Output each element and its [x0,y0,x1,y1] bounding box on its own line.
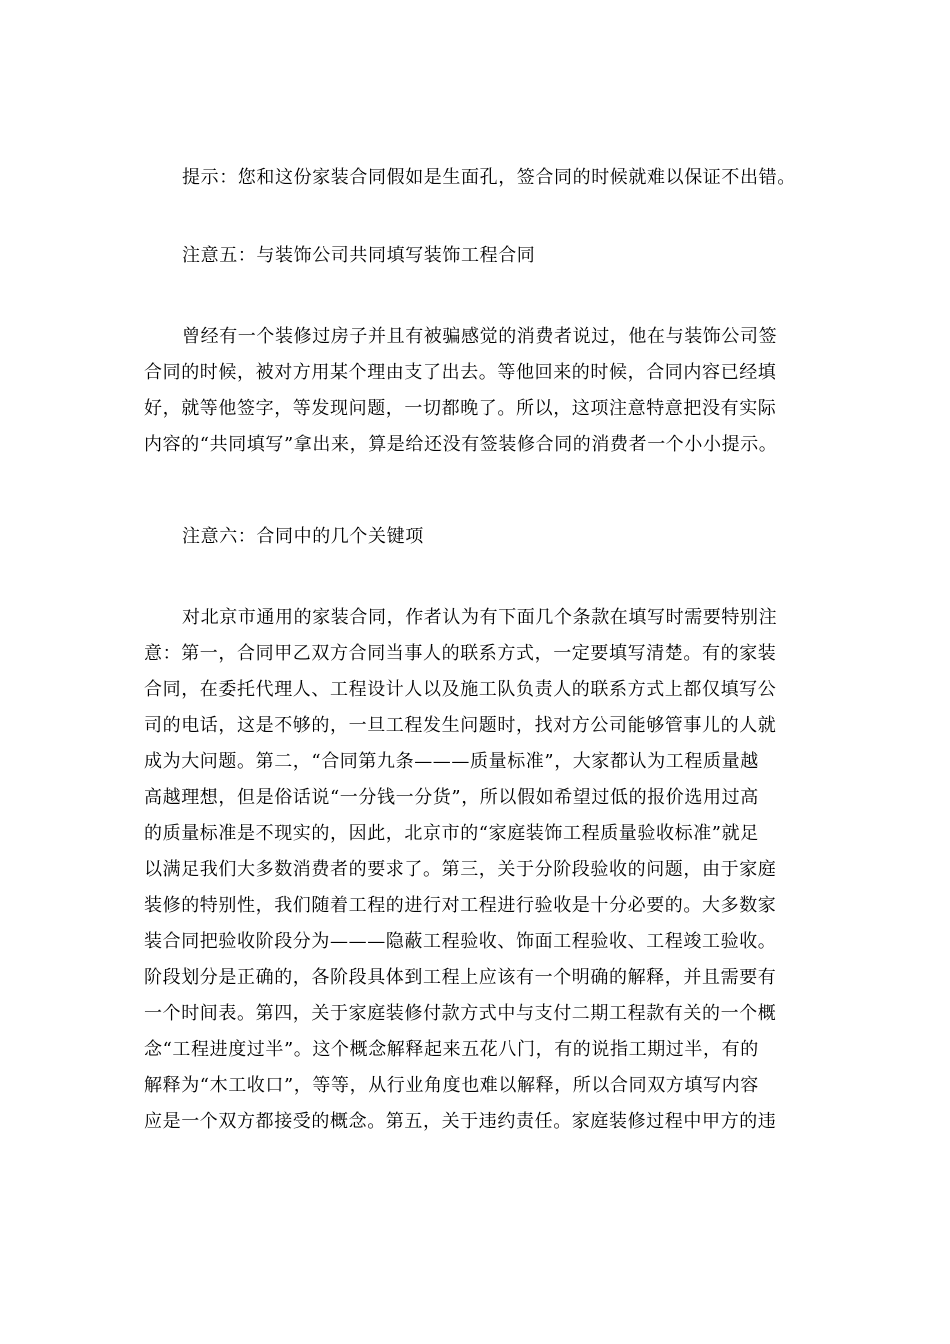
text-line: 成为大问题。第二，“合同第九条———质量标准”，大家都认为工程质量越 [144,751,759,772]
text-line: 对北京市通用的家装合同，作者认为有下面几个条款在填写时需要特别注 [182,607,778,628]
text-line: 司的电话，这是不够的，一旦工程发生问题时，找对方公司能够管事儿的人就 [144,715,777,736]
text-line: 高越理想，但是俗话说“一分钱一分货”，所以假如希望过低的报价选用过高 [144,787,759,808]
text-line: 合同的时候，被对方用某个理由支了出去。等他回来的时候，合同内容已经填 [144,362,777,383]
text-line: 阶段划分是正确的，各阶段具体到工程上应该有一个明确的解释，并且需要有 [144,967,777,988]
text-line: 以满足我们大多数消费者的要求了。第三，关于分阶段验收的问题，由于家庭 [144,859,777,880]
text-line: 一个时间表。第四，关于家庭装修付款方式中与支付二期工程款有关的一个概 [144,1003,777,1024]
body-paragraph-key-items [144,600,804,1140]
text-line: 提示：您和这份家装合同假如是生面孔，签合同的时候就难以保证不出错。 [182,167,796,188]
text-line: 解释为“木工收口”，等等，从行业角度也难以解释，所以合同双方填写内容 [144,1075,759,1096]
section-heading-note-five [144,238,804,274]
section-heading-note-six [144,519,804,555]
text-line: 念“工程进度过半”。这个概念解释起来五花八门，有的说指工期过半，有的 [144,1039,759,1060]
heading-text: 注意五：与装饰公司共同填写装饰工程合同 [182,245,536,266]
text-line: 应是一个双方都接受的概念。第五，关于违约责任。家庭装修过程中甲方的违 [144,1111,777,1132]
text-line: 曾经有一个装修过房子并且有被骗感觉的消费者说过，他在与装饰公司签 [182,326,778,347]
text-line: 装合同把验收阶段分为———隐蔽工程验收、饰面工程验收、工程竣工验收。 [144,931,777,952]
text-line: 的质量标准是不现实的，因此，北京市的“家庭装饰工程质量验收标准”就足 [144,823,759,844]
heading-text: 注意六：合同中的几个关键项 [182,526,424,547]
body-paragraph-fill-together [144,319,804,463]
text-line: 内容的“共同填写”拿出来，算是给还没有签装修合同的消费者一个小小提示。 [144,434,778,455]
text-line: 装修的特别性，我们随着工程的进行对工程进行验收是十分必要的。大多数家 [144,895,777,916]
text-line: 意：第一，合同甲乙双方合同当事人的联系方式，一定要填写清楚。有的家装 [144,643,777,664]
tip-paragraph [144,160,804,196]
text-line: 合同，在委托代理人、工程设计人以及施工队负责人的联系方式上都仅填写公 [144,679,777,700]
text-line: 好，就等他签字，等发现问题，一切都晚了。所以，这项注意特意把没有实际 [144,398,777,419]
